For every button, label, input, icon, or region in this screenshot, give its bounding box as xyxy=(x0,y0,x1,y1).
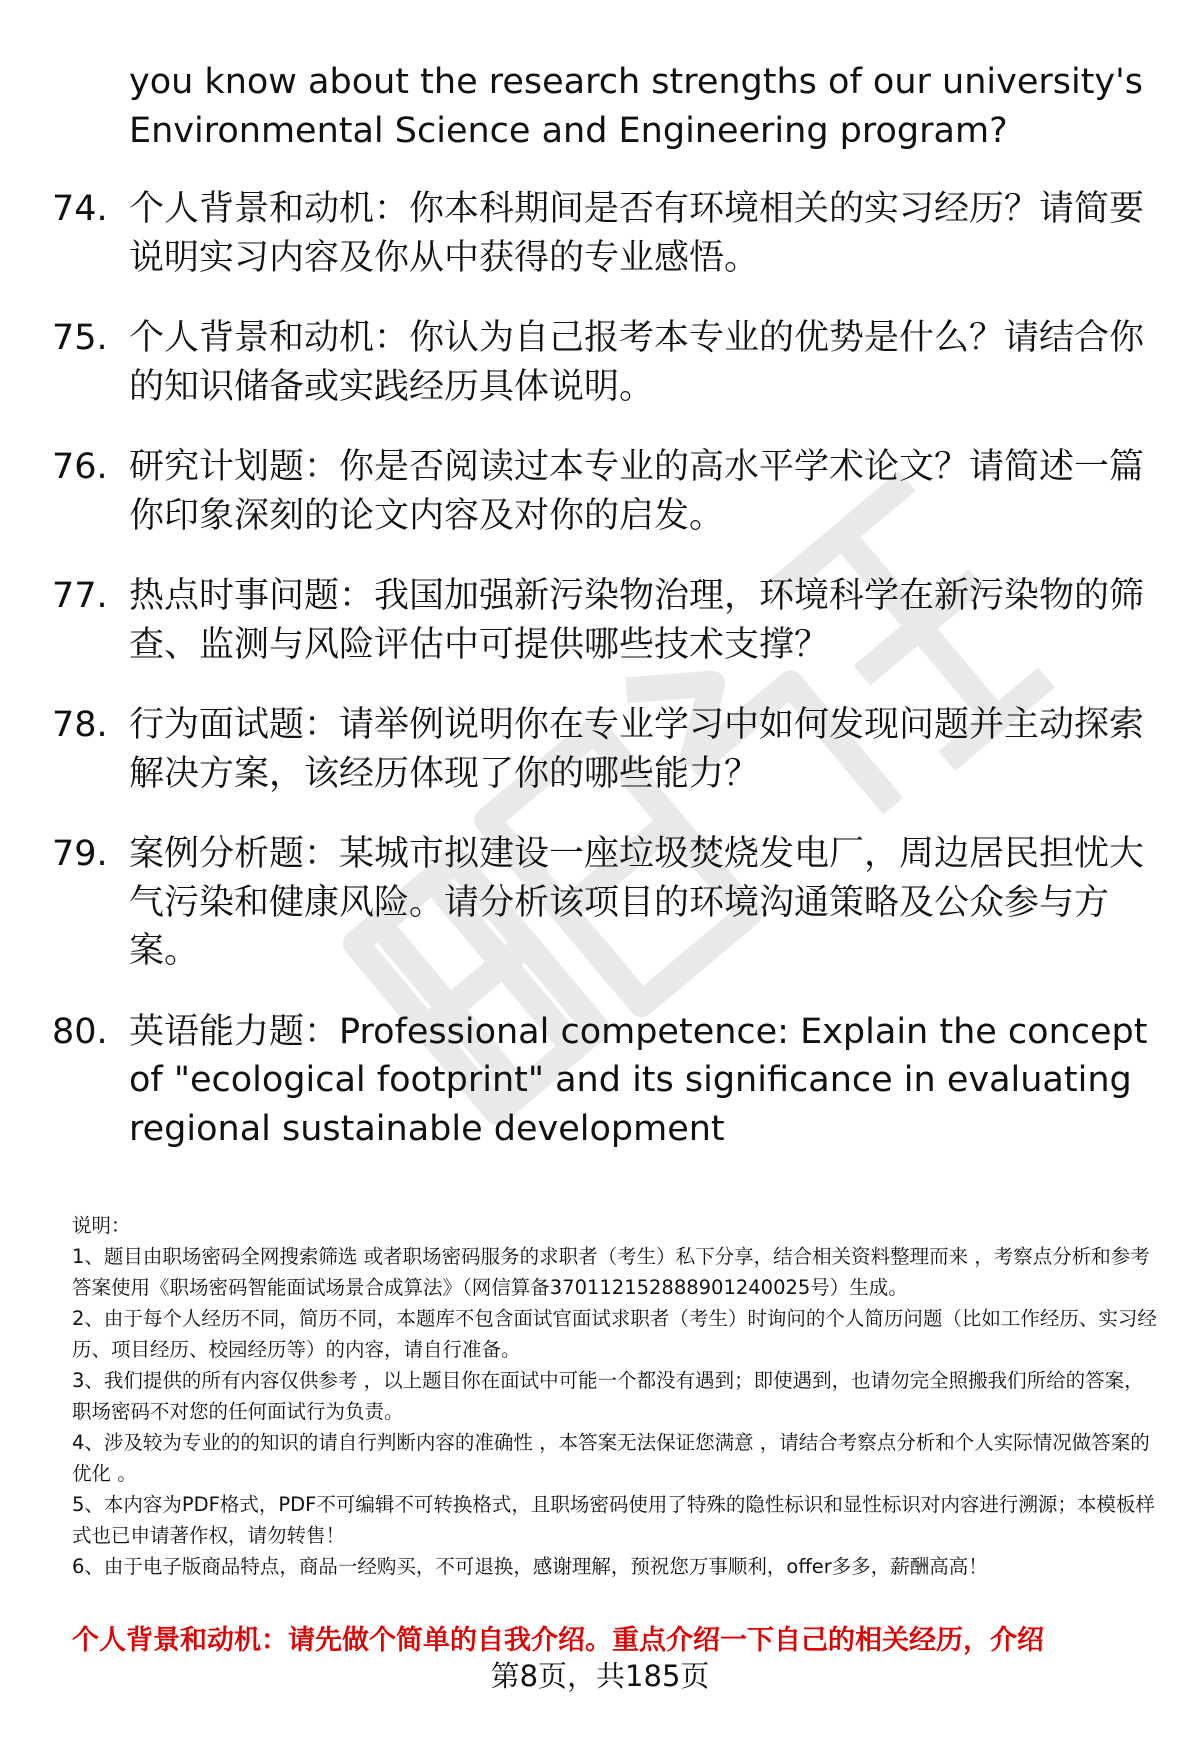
question-item-75 xyxy=(52,314,1152,411)
question-number: 80. xyxy=(52,1011,108,1052)
question-number: 78. xyxy=(52,705,108,745)
question-number: 74. xyxy=(52,189,108,229)
question-text: 行为面试题：请举例说明你在专业学习中如何发现问题并主动探索解决方案，该经历体现了你的哪些能力？ xyxy=(129,705,1145,794)
note-item: 4、涉及较为专业的的知识的请自行判断内容的准确性 ，本答案无法保证您满意 ，请结合考察点分析和个人实际情况做答案的优化 。 xyxy=(72,1431,1150,1485)
question-item-80 xyxy=(52,1008,1152,1154)
question-continuation: you know about the research strengths of our university's Environmental Science and Engineering program? xyxy=(129,62,1143,151)
question-item-74 xyxy=(52,185,1152,282)
question-text: 热点时事问题：我国加强新污染物治理，环境科学在新污染物的筛查、监测与风险评估中可提供哪些技术支撑？ xyxy=(129,576,1145,665)
question-text: 个人背景和动机：你认为自己报考本专业的优势是什么？请结合你的知识储备或实践经历具体说明。 xyxy=(129,318,1145,407)
question-number: 77. xyxy=(52,576,108,616)
question-item-76 xyxy=(52,443,1152,540)
question-text: 英语能力题：Professional competence: Explain the concept of "ecological footprint" and its significance in evaluating regional sustainable development xyxy=(129,1011,1148,1149)
question-text: 研究计划题：你是否阅读过本专业的高水平学术论文？请简述一篇你印象深刻的论文内容及对你的启发。 xyxy=(129,447,1145,536)
question-item-77 xyxy=(52,572,1152,669)
note-item: 3、我们提供的所有内容仅供参考 ，以上题目你在面试中可能一个都没有遇到；即使遇到，也请勿完全照搬我们所给的答案，职场密码不对您的任何面试行为负责。 xyxy=(72,1369,1144,1423)
page-number: 第8页，共185页 xyxy=(490,1659,710,1693)
note-item: 6、由于电子版商品特点，商品一经购买，不可退换，感谢理解，预祝您万事顺利，offer多多，薪酬高高！ xyxy=(72,1555,988,1578)
disclaimer-notes xyxy=(72,1210,1162,1582)
question-text: 个人背景和动机：你本科期间是否有环境相关的实习经历？请简要说明实习内容及你从中获得的专业感悟。 xyxy=(129,189,1145,278)
question-number: 79. xyxy=(52,834,108,874)
notes-heading: 说明： xyxy=(72,1214,131,1237)
question-number: 76. xyxy=(52,447,108,487)
question-text: 案例分析题：某城市拟建设一座垃圾焚烧发电厂，周边居民担忧大气污染和健康风险。请分析该项目的环境沟通策略及公众参与方案。 xyxy=(129,834,1145,971)
note-item: 1、题目由职场密码全网搜索筛选 或者职场密码服务的求职者（考生）私下分享，结合相关资料整理而来 ，考察点分析和参考答案使用《职场密码智能面试场景合成算法》（网信算备370112152888901240025号）生成。 xyxy=(72,1245,1150,1299)
note-item: 5、本内容为PDF格式，PDF不可编辑不可转换格式，且职场密码使用了特殊的隐性标识和显性标识对内容进行溯源；本模板样式也已申请著作权，请勿转售！ xyxy=(72,1493,1155,1547)
question-list xyxy=(52,58,1152,1185)
question-item-79 xyxy=(52,830,1152,976)
question-item-78 xyxy=(52,701,1152,798)
question-number: 75. xyxy=(52,318,108,358)
next-question-banner: 个人背景和动机：请先做个简单的自我介绍。重点介绍一下自己的相关经历，介绍 xyxy=(72,1625,1044,1656)
note-item: 2、由于每个人经历不同，简历不同，本题库不包含面试官面试求职者（考生）时询问的个人简历问题（比如工作经历、实习经历、项目经历、校园经历等）的内容，请自行准备。 xyxy=(72,1307,1157,1361)
